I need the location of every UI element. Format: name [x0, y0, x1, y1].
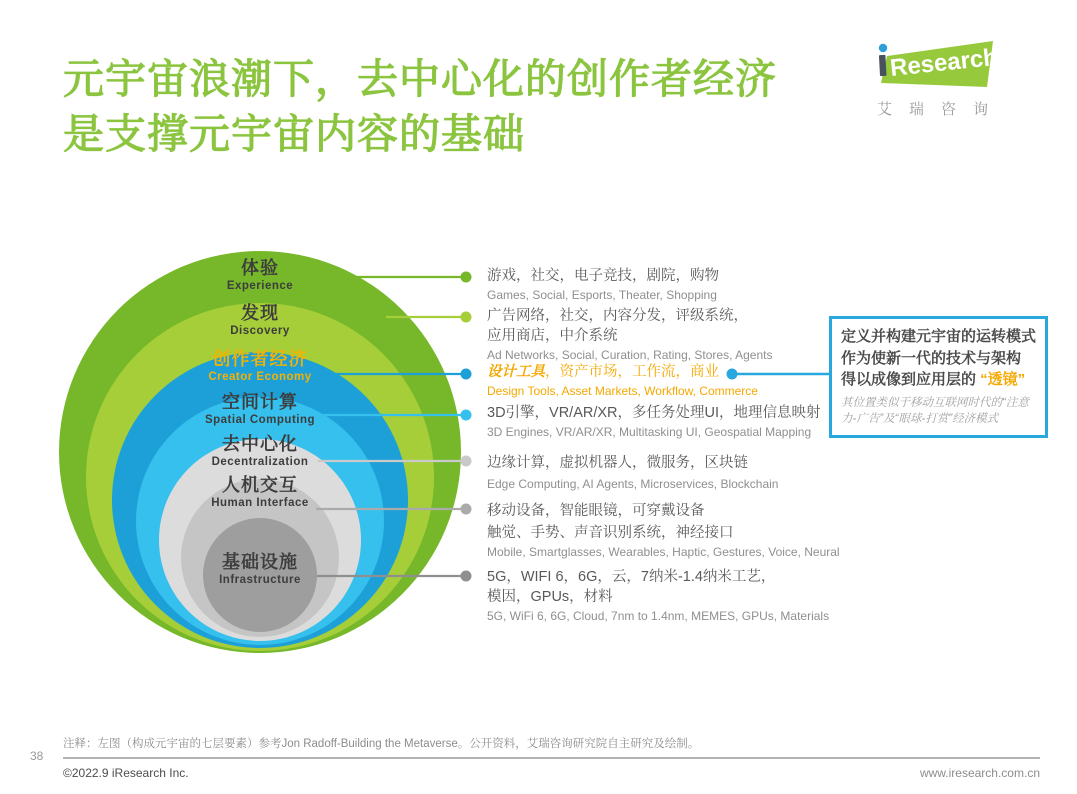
layer-name-cn: 人机交互 — [222, 475, 298, 495]
layer-label-decentralization — [110, 433, 410, 469]
layer-label-spatial-computing — [110, 391, 410, 427]
connector-dot-experience — [461, 272, 472, 283]
connector-dot-discovery — [461, 312, 472, 323]
callout-line3 — [841, 369, 1036, 391]
annotation-en: Mobile, Smartglasses, Wearables, Haptic, Gestures, Voice, Neural — [487, 545, 840, 559]
annotation-en: Ad Networks, Social, Curation, Rating, Stores, Agents — [487, 348, 773, 362]
layer-label-human-interface — [110, 474, 410, 510]
annotation-cn: 5G，WIFI 6，6G，云，7纳米-1.4纳米工艺， — [487, 569, 776, 585]
annotation-row-infrastructure — [487, 567, 1047, 624]
annotation-cn: 广告网络，社交，内容分发，评级系统， — [487, 308, 748, 324]
layer-label-infrastructure — [110, 551, 410, 587]
annotation-cn: 3D引擎，VR/AR/XR，多任务处理UI，地理信息映射 — [487, 405, 821, 421]
annotation-cn: 模因，GPUs，材料 — [487, 589, 613, 605]
layer-name-en: Creator Economy — [208, 371, 312, 383]
callout-line1: 定义并构建元宇宙的运转模式 — [841, 328, 1037, 345]
annotation-row-decentralization — [487, 453, 1047, 492]
layer-name-en: Spatial Computing — [204, 414, 316, 426]
layer-name-cn: 去中心化 — [222, 434, 298, 454]
layer-label-discovery — [110, 302, 410, 338]
annotation-en: 3D Engines, VR/AR/XR, Multitasking UI, Geospatial Mapping — [487, 425, 812, 439]
callout-note: 其位置类似于移动互联网时代的“注意力-广告”及“眼球-打赏”经济模式 — [841, 396, 1029, 425]
annotation-row-experience — [487, 266, 1047, 303]
layer-label-creator-economy — [110, 348, 410, 384]
callout-line3-highlight: “透镜” — [980, 371, 1026, 388]
annotation-cn: 触觉、手势、声音识别系统，神经接口 — [487, 525, 734, 541]
page-title-line1: 元宇宙浪潮下，去中心化的创作者经济 — [63, 56, 777, 102]
annotation-row-human-interface — [487, 501, 1047, 560]
layer-label-experience — [110, 257, 410, 293]
logo-brand-text: Research — [888, 43, 1000, 82]
annotation-rest: ，资产市场，工作流，商业 — [545, 364, 719, 380]
layer-name-en: Experience — [226, 280, 294, 292]
connector-dot-infrastructure — [461, 571, 472, 582]
annotation-en: Games, Social, Esports, Theater, Shopping — [487, 288, 717, 302]
footer-divider — [63, 757, 1040, 759]
layer-name-cn: 创作者经济 — [212, 349, 308, 369]
callout-line3-prefix: 得以成像到应用层的 — [841, 371, 981, 388]
layer-name-cn: 空间计算 — [222, 392, 298, 412]
connector-dot-human-interface — [461, 504, 472, 515]
annotation-lead: 设计工具 — [487, 364, 545, 380]
callout-line2: 作为使新一代的技术与架构 — [841, 349, 1022, 367]
layer-name-en: Infrastructure — [219, 574, 301, 586]
connector-dot-spatial-computing — [461, 410, 472, 421]
copyright: ©2022.9 iResearch Inc. — [63, 766, 189, 780]
annotation-cn: 移动设备，智能眼镜，可穿戴设备 — [487, 503, 705, 519]
page-title-line2: 是支撑元宇宙内容的基础 — [63, 111, 525, 157]
logo-subtitle: 艾瑞咨询 — [877, 101, 1006, 118]
creator-economy-callout — [829, 316, 1048, 438]
layer-name-en: Human Interface — [211, 497, 309, 509]
annotation-cn: 游戏，社交，电子竞技，剧院，购物 — [487, 268, 719, 284]
connector-dot-decentralization — [461, 456, 472, 467]
layer-name-cn: 发现 — [241, 303, 279, 323]
website-link[interactable]: www.iresearch.com.cn — [919, 766, 1040, 780]
page-number: 38 — [30, 749, 44, 763]
layer-name-cn: 基础设施 — [222, 552, 298, 572]
annotation-cn: 应用商店，中介系统 — [487, 328, 618, 344]
annotation-en: 5G, WiFi 6, 6G, Cloud, 7nm to 1.4nm, MEMES, GPUs, Materials — [487, 609, 830, 623]
layer-name-en: Decentralization — [211, 456, 309, 468]
annotation-en: Design Tools, Asset Markets, Workflow, Commerce — [487, 384, 758, 398]
annotation-cn: 边缘计算，虚拟机器人，微服务，区块链 — [487, 455, 748, 471]
connector-dot-creator-economy — [461, 369, 472, 380]
layer-name-cn: 体验 — [241, 258, 279, 278]
annotation-en: Edge Computing, AI Agents, Microservices, Blockchain — [487, 477, 779, 491]
footnote: 注释：左图（构成元宇宙的七层要素）参考Jon Radoff-Building the Metaverse。公开资料，艾瑞咨询研究院自主研究及绘制。 — [63, 738, 700, 750]
layer-name-en: Discovery — [230, 325, 290, 337]
